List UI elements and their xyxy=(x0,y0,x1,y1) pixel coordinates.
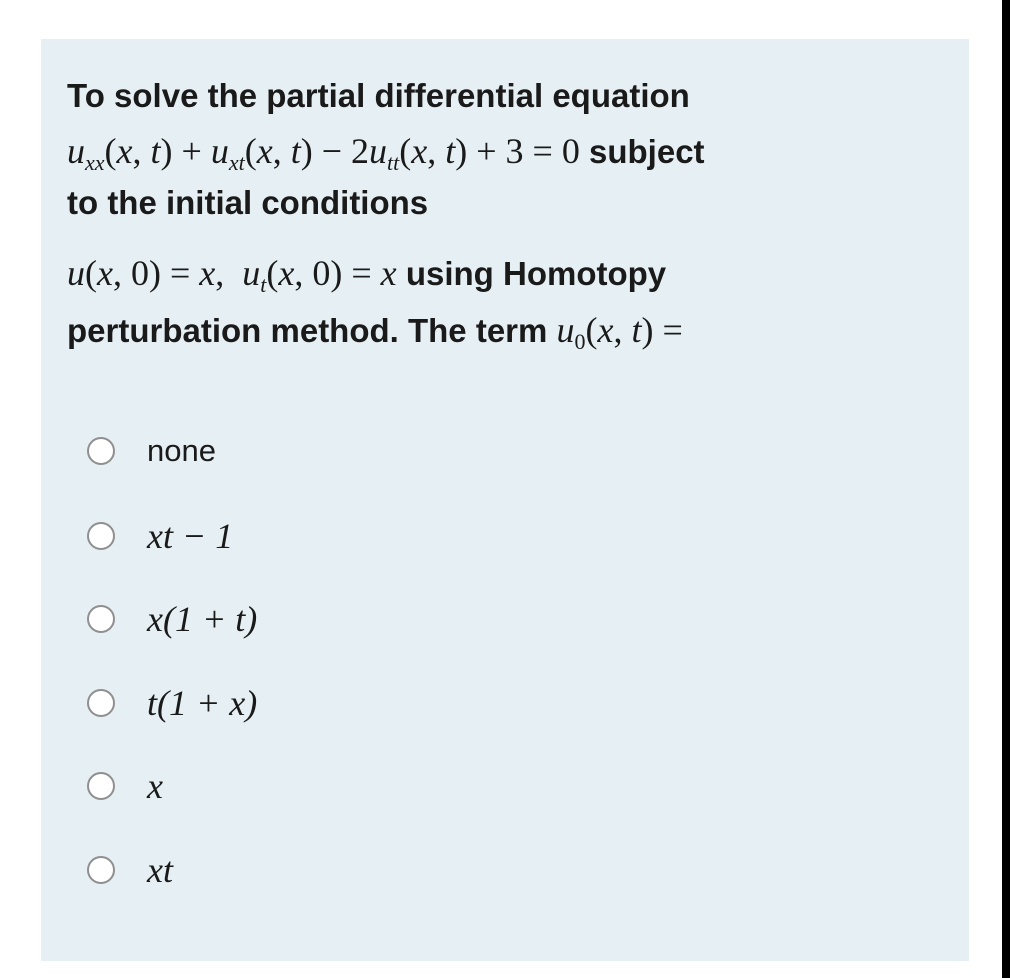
question-line-4 xyxy=(67,253,947,297)
pde-equation: $u_{xx}(x$, $t) + u_{xt}(x$, $t) - 2u_{tt}(x$, t) + 3 = 0 xyxy=(67,131,580,175)
question-line-3: to the initial conditions xyxy=(67,184,429,221)
question-subject-word: subject xyxy=(589,133,705,170)
option-label: none xyxy=(147,433,216,468)
option-none[interactable] xyxy=(87,431,216,471)
question-line-5 xyxy=(67,310,947,354)
option-t-times-1-plus-x[interactable] xyxy=(87,683,257,723)
option-label: xt xyxy=(147,850,173,890)
option-xt[interactable] xyxy=(87,850,173,890)
term-u0: $u_0(x$, t) = xyxy=(556,310,683,354)
option-label: xt − 1 xyxy=(147,516,234,556)
radio-button[interactable] xyxy=(87,689,115,717)
option-label: x xyxy=(147,766,163,806)
radio-button[interactable] xyxy=(87,437,115,465)
question-term-text: perturbation method. The term xyxy=(67,312,548,349)
question-text xyxy=(67,76,947,354)
option-xt-minus-1[interactable] xyxy=(87,516,233,556)
option-x[interactable] xyxy=(87,766,163,806)
radio-button[interactable] xyxy=(87,522,115,550)
right-edge-bar xyxy=(1002,0,1010,978)
initial-conditions: u(x, 0) = x, $u_t(x$, 0) = x xyxy=(67,253,397,297)
question-line-2 xyxy=(67,131,947,175)
question-card xyxy=(41,39,969,961)
option-x-times-1-plus-t[interactable] xyxy=(87,599,257,639)
option-label: x(1 + t) xyxy=(147,599,258,639)
radio-button[interactable] xyxy=(87,856,115,884)
radio-button[interactable] xyxy=(87,772,115,800)
option-label: t(1 + x) xyxy=(147,683,258,723)
question-method-text: using Homotopy xyxy=(405,255,667,292)
radio-button[interactable] xyxy=(87,605,115,633)
question-line-1: To solve the partial differential equation xyxy=(67,77,690,114)
